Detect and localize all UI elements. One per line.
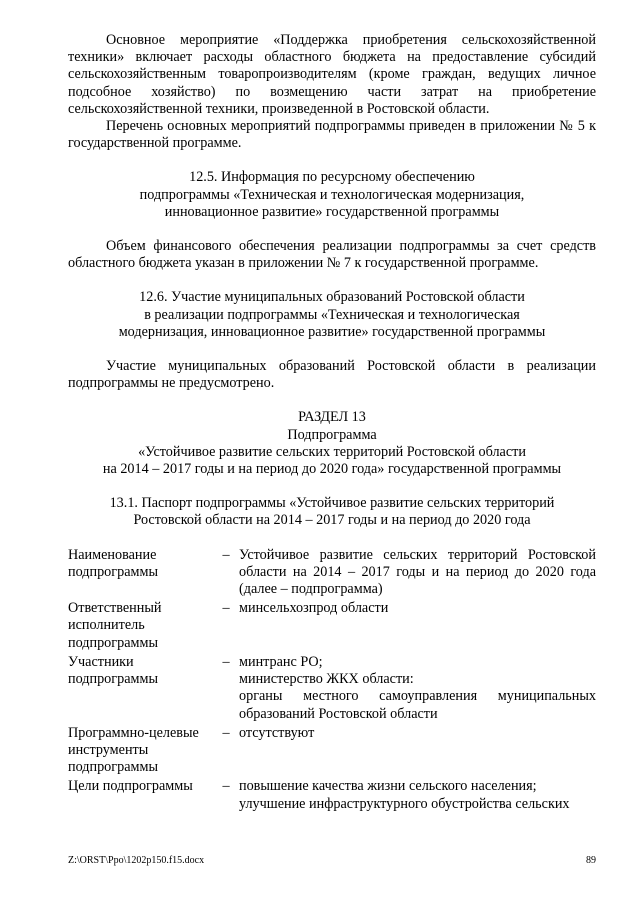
section-12-5-heading [68, 169, 596, 221]
value-line: минтранс РО; [239, 653, 323, 670]
row-value: Устойчивое развитие сельских территорий Ростовской области на 2014 – 2017 годы и на период до 2020 года (далее – подпрограмма) [239, 546, 596, 598]
subprogram-name-line: на 2014 – 2017 годы и на период до 2020 года» государственной программы [102, 461, 562, 478]
section-13-heading [68, 409, 596, 478]
section-12-6-text: Участие муниципальных образований Ростовской области в реализации подпрограммы не предусмотрено. [68, 358, 596, 392]
file-path: Z:\ORST\Ppo\1202p150.f15.docx [68, 855, 205, 866]
row-value: отсутствуют [239, 724, 315, 741]
heading-line: подпрограммы «Техническая и технологическая модернизация, [139, 186, 525, 203]
section-12-5-text: Объем финансового обеспечения реализации подпрограммы за счет средств областного бюджета указан в приложении № 7 к государственной программе. [68, 238, 596, 272]
table-row [68, 600, 596, 654]
heading-line: инновационное развитие» государственной программы [164, 203, 500, 220]
row-label: Цели подпрограммы [68, 778, 193, 795]
heading-line: 13.1. Паспорт подпрограммы «Устойчивое развитие сельских территорий [109, 495, 555, 512]
table-row [68, 654, 596, 725]
table-row [68, 725, 596, 779]
heading-line: 12.5. Информация по ресурсному обеспечению [189, 169, 475, 186]
passport-table [68, 547, 596, 815]
intro-paragraph-1: Основное мероприятие «Поддержка приобретения сельскохозяйственной техники» включает расходы областного бюджета на предоставление субсидий сельскохозяйственным товаропроизводителям (кроме граждан, ведущих личное подсобное хозяйство) по возмещению части затрат на приобретение сельскохозяйственной техники, произведенной в Ростовской области. [68, 32, 596, 117]
value-line: министерство ЖКХ области: [239, 671, 414, 688]
heading-line: модернизация, инновационное развитие» государственной программы [118, 323, 546, 340]
row-value [239, 778, 596, 814]
intro-paragraph-2: Перечень основных мероприятий подпрограммы приведен в приложении № 5 к государственной программе. [68, 118, 596, 152]
table-row [68, 778, 596, 814]
row-value [239, 654, 596, 725]
section-title: РАЗДЕЛ 13 [298, 409, 366, 426]
row-label: Участники подпрограммы [68, 653, 158, 688]
value-line: повышение качества жизни сельского населения; [239, 778, 537, 795]
heading-line: в реализации подпрограммы «Техническая и технологическая [144, 306, 520, 323]
document-page [68, 32, 596, 815]
row-dash: – [222, 724, 230, 741]
heading-line: Ростовской области на 2014 – 2017 годы и на период до 2020 года [133, 512, 531, 529]
section-12-6-heading [68, 289, 596, 341]
section-subtitle: Подпрограмма [287, 426, 377, 443]
row-label: Наименование подпрограммы [68, 546, 158, 580]
row-dash: – [222, 546, 230, 563]
row-label: Программно-целевые инструменты подпрограммы [68, 724, 199, 776]
row-dash: – [222, 653, 230, 670]
row-dash: – [222, 600, 230, 617]
page-number: 89 [586, 855, 596, 866]
row-value: минсельхозпрод области [239, 600, 389, 617]
row-dash: – [222, 778, 230, 795]
row-label: Ответственный исполнитель подпрограммы [68, 600, 162, 651]
value-line: органы местного самоуправления муниципальных образований Ростовской области [239, 688, 596, 722]
table-row [68, 547, 596, 601]
heading-line: 12.6. Участие муниципальных образований Ростовской области [139, 289, 525, 306]
subprogram-name-line: «Устойчивое развитие сельских территорий Ростовской области [138, 443, 526, 460]
section-13-1-heading [68, 495, 596, 529]
value-line: улучшение инфраструктурного обустройства сельских [239, 795, 570, 812]
